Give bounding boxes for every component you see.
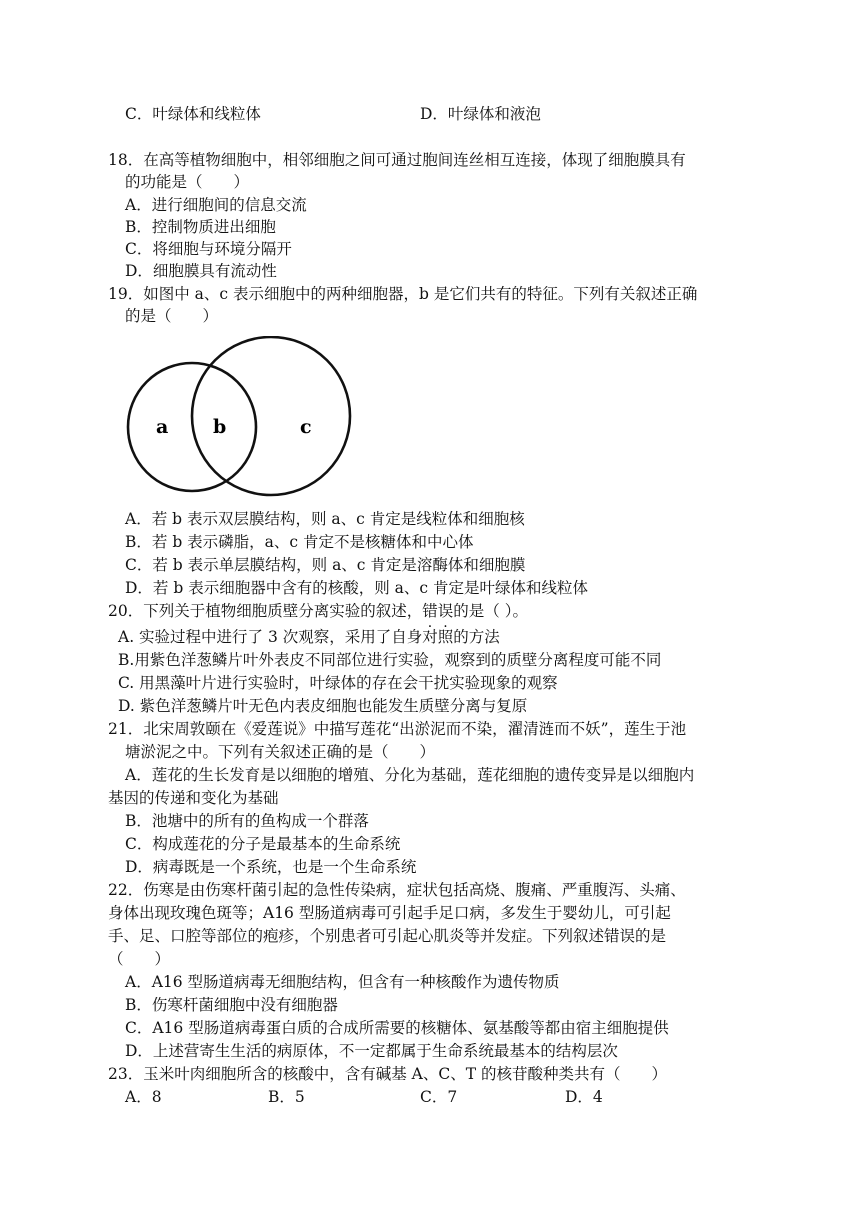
q18-stem-line1: 18．在高等植物细胞中，相邻细胞之间可通过胞间连丝相互连接，体现了细胞膜具有 xyxy=(108,151,686,169)
q21-stem-line1: 21．北宋周敦颐在《爱莲说》中描写莲花“出淤泥而不染，濯清涟而不妖”，莲生于池 xyxy=(108,720,687,738)
q18-option-b: B．控制物质进出细胞 xyxy=(125,218,276,236)
q22-stem-line1: 22．伤寒是由伤寒杆菌引起的急性传染病，症状包括高烧、腹痛、严重腹泻、头痛、 xyxy=(108,881,686,899)
q20-stem xyxy=(108,600,528,622)
q21-option-a-line2: 基因的传递和变化为基础 xyxy=(108,789,279,807)
q18-option-c: C．将细胞与环境分隔开 xyxy=(125,240,292,258)
q23-option-b: B．5 xyxy=(268,1088,305,1106)
q21-option-a-line1: A．莲花的生长发育是以细胞的增殖、分化为基础，莲花细胞的遗传变异是以细胞内 xyxy=(125,766,695,784)
q23-option-d: D．4 xyxy=(565,1088,603,1106)
q22-stem-line3: 手、足、口腔等部位的疱疹，个别患者可引起心肌炎等并发症。下列叙述错误的是 xyxy=(108,927,667,945)
q20-option-b: B.用紫色洋葱鳞片叶外表皮不同部位进行实验，观察到的质壁分离程度可能不同 xyxy=(118,651,662,669)
q18-option-a: A．进行细胞间的信息交流 xyxy=(125,196,307,214)
q22-stem-line2: 身体出现玫瑰色斑等；A16 型肠道病毒可引起手足口病，多发生于婴幼儿，可引起 xyxy=(108,904,671,922)
q18-option-d: D．细胞膜具有流动性 xyxy=(125,262,277,280)
q19-stem-line1: 19．如图中 a、c 表示细胞中的两种细胞器，b 是它们共有的特征。下列有关叙述正确 xyxy=(108,285,698,303)
q23-option-c: C．7 xyxy=(420,1088,458,1106)
q20-option-d: D. 紫色洋葱鳞片叶无色内表皮细胞也能发生质壁分离与复原 xyxy=(118,697,528,715)
q19-option-b: B．若 b 表示磷脂，a、c 肯定不是核糖体和中心体 xyxy=(125,533,474,551)
q18-stem-line2: 的功能是（ ） xyxy=(125,173,250,191)
q19-stem-line2: 的是（ ） xyxy=(125,307,219,325)
q22-option-d: D．上述营寄生生活的病原体，不一定都属于生命系统最基本的结构层次 xyxy=(125,1042,618,1060)
q20-emphasis-2: 误 xyxy=(437,602,454,620)
q20-stem-pre: 20．下列关于植物细胞质壁分离实验的叙述， xyxy=(108,602,423,620)
q23-stem: 23．玉米叶肉细胞所含的核酸中，含有碱基 A、C、T 的核苷酸种类共有（ ） xyxy=(108,1065,667,1083)
q17-option-d: D．叶绿体和液泡 xyxy=(420,105,541,123)
q23-option-a: A．8 xyxy=(125,1088,162,1106)
q22-stem-line4: （ ） xyxy=(108,950,171,968)
q21-stem-line2: 塘淤泥之中。下列有关叙述正确的是（ ） xyxy=(125,743,436,761)
q19-option-c: C．若 b 表示单层膜结构，则 a、c 肯定是溶酶体和细胞膜 xyxy=(125,556,526,574)
q21-option-d: D．病毒既是一个系统，也是一个生命系统 xyxy=(125,858,417,876)
q22-option-a: A．A16 型肠道病毒无细胞结构，但含有一种核酸作为遗传物质 xyxy=(125,973,560,991)
q19-option-a: A．若 b 表示双层膜结构，则 a、c 肯定是线粒体和细胞核 xyxy=(125,510,525,528)
q20-stem-post: 的是（ ）。 xyxy=(453,602,528,620)
q22-option-b: B．伤寒杆菌细胞中没有细胞器 xyxy=(125,996,338,1014)
q19-option-d: D．若 b 表示细胞器中含有的核酸，则 a、c 肯定是叶绿体和线粒体 xyxy=(125,579,588,597)
venn-diagram xyxy=(125,336,355,501)
q22-option-c: C．A16 型肠道病毒蛋白质的合成所需要的核糖体、氨基酸等都由宿主细胞提供 xyxy=(125,1019,669,1037)
q20-option-c: C. 用黑藻叶片进行实验时，叶绿体的存在会干扰实验现象的观察 xyxy=(118,674,558,692)
venn-label-c: c xyxy=(300,416,312,438)
q21-option-b: B．池塘中的所有的鱼构成一个群落 xyxy=(125,812,369,830)
venn-label-a: a xyxy=(156,416,169,438)
q21-option-c: C．构成莲花的分子是最基本的生命系统 xyxy=(125,835,401,853)
q20-emphasis-1: 错 xyxy=(422,602,438,620)
venn-label-b: b xyxy=(213,416,227,438)
q20-option-a: A. 实验过程中进行了 3 次观察，采用了自身对照的方法 xyxy=(118,628,500,646)
q17-option-c: C．叶绿体和线粒体 xyxy=(125,105,261,123)
